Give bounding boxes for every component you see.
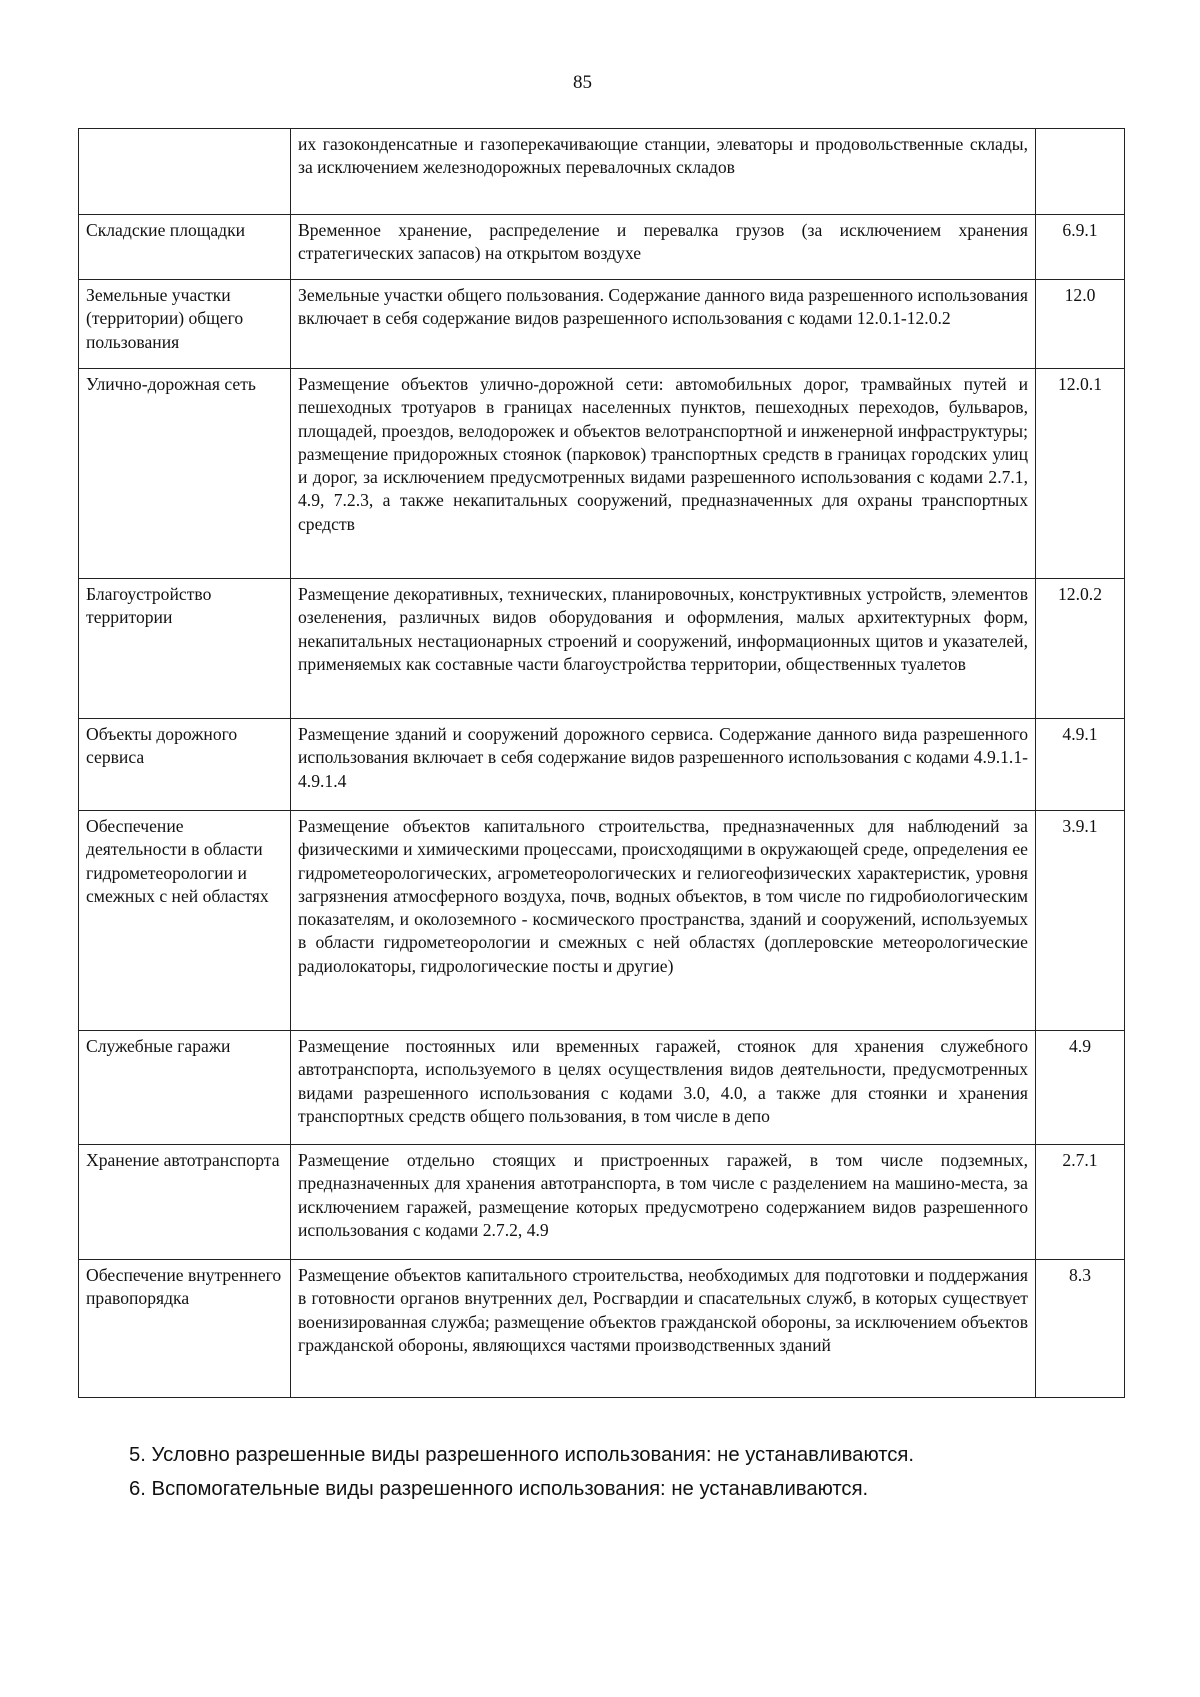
use-name-cell — [79, 129, 291, 215]
use-description-cell: Размещение декоративных, технических, планировочных, конструктивных устройств, элементов озеленения, различных видов оборудования и оформления, малых архитектурных форм, некапитальных нестационарных строений и сооружений, информационных щитов и указателей, применяемых как составные части благоустройства территории, общественных туалетов — [291, 579, 1036, 719]
use-name-cell: Благоустройство территории — [79, 579, 291, 719]
conditional-uses-paragraph: 5. Условно разрешенные виды разрешенного использования: не устанавливаются. — [129, 1444, 915, 1466]
table-row — [79, 215, 1125, 280]
table-row — [79, 1145, 1125, 1260]
use-description-cell: Размещение объектов улично-дорожной сети: автомобильных дорог, трамвайных путей и пешеходных тротуаров в границах населенных пунктов, пешеходных переходов, бульваров, площадей, проездов, велодорожек и объектов велотранспортной и инженерной инфраструктуры; размещение придорожных стоянок (парковок) транспортных средств в границах городских улиц и дорог, за исключением предусмотренных видами разрешенного использования с кодами 2.7.1, 4.9, 7.2.3, а также некапитальных сооружений, предназначенных для охраны транспортных средств — [291, 369, 1036, 579]
use-name-cell: Служебные гаражи — [79, 1031, 291, 1145]
table-row — [79, 811, 1125, 1031]
land-use-table — [78, 128, 1125, 1398]
use-description-cell: Земельные участки общего пользования. Содержание данного вида разрешенного использования включает в себя содержание видов разрешенного использования с кодами 12.0.1-12.0.2 — [291, 280, 1036, 369]
use-code-cell: 12.0.2 — [1036, 579, 1125, 719]
use-description-cell: Размещение объектов капитального строительства, предназначенных для наблюдений за физическими и химическими процессами, происходящими в окружающей среде, определения ее гидрометеорологических, агрометеорологических и гелиогеофизических характеристик, уровня загрязнения атмосферного воздуха, почв, водных объектов, в том числе по гидробиологическим показателям, и околоземного - космического пространства, зданий и сооружений, используемых в области гидрометеорологии и смежных с ней областях (доплеровские метеорологические радиолокаторы, гидрологические посты и другие) — [291, 811, 1036, 1031]
table-row — [79, 369, 1125, 579]
use-code-cell: 12.0.1 — [1036, 369, 1125, 579]
use-name-cell: Земельные участки (территории) общего пользования — [79, 280, 291, 369]
use-description-cell: Размещение зданий и сооружений дорожного сервиса. Содержание данного вида разрешенного использования включает в себя содержание видов разрешенного использования с кодами 4.9.1.1-4.9.1.4 — [291, 719, 1036, 811]
use-code-cell: 2.7.1 — [1036, 1145, 1125, 1260]
table-row — [79, 1260, 1125, 1398]
use-name-cell: Хранение автотранспорта — [79, 1145, 291, 1260]
use-code-cell — [1036, 129, 1125, 215]
table-row — [79, 280, 1125, 369]
table-row — [79, 129, 1125, 215]
use-code-cell: 4.9.1 — [1036, 719, 1125, 811]
use-name-cell: Улично-дорожная сеть — [79, 369, 291, 579]
use-name-cell: Объекты дорожного сервиса — [79, 719, 291, 811]
auxiliary-uses-paragraph: 6. Вспомогательные виды разрешенного использования: не устанавливаются. — [129, 1478, 869, 1500]
use-description-cell: Размещение отдельно стоящих и пристроенных гаражей, в том числе подземных, предназначенных для хранения автотранспорта, в том числе с разделением на машино-места, за исключением гаражей, размещение которых предусмотрено содержанием видов разрешенного использования с кодами 2.7.2, 4.9 — [291, 1145, 1036, 1260]
table-row — [79, 579, 1125, 719]
use-code-cell: 3.9.1 — [1036, 811, 1125, 1031]
use-name-cell: Обеспечение деятельности в области гидрометеорологии и смежных с ней областях — [79, 811, 291, 1031]
use-description-cell: Временное хранение, распределение и перевалка грузов (за исключением хранения стратегических запасов) на открытом воздухе — [291, 215, 1036, 280]
use-code-cell: 4.9 — [1036, 1031, 1125, 1145]
page-number: 85 — [573, 72, 592, 93]
use-code-cell: 12.0 — [1036, 280, 1125, 369]
use-name-cell: Обеспечение внутреннего правопорядка — [79, 1260, 291, 1398]
use-code-cell: 8.3 — [1036, 1260, 1125, 1398]
use-description-cell: Размещение постоянных или временных гаражей, стоянок для хранения служебного автотранспорта, используемого в целях осуществления видов деятельности, предусмотренных видами разрешенного использования с кодами 3.0, 4.0, а также для стоянки и хранения транспортных средств общего пользования, в том числе в депо — [291, 1031, 1036, 1145]
table-row — [79, 719, 1125, 811]
table-row — [79, 1031, 1125, 1145]
use-description-cell: Размещение объектов капитального строительства, необходимых для подготовки и поддержания в готовности органов внутренних дел, Росгвардии и спасательных служб, в которых существует военизированная служба; размещение объектов гражданской обороны, за исключением объектов гражданской обороны, являющихся частями производственных зданий — [291, 1260, 1036, 1398]
use-name-cell: Складские площадки — [79, 215, 291, 280]
use-code-cell: 6.9.1 — [1036, 215, 1125, 280]
use-description-cell: их газоконденсатные и газоперекачивающие станции, элеваторы и продовольственные склады, за исключением железнодорожных перевалочных складов — [291, 129, 1036, 215]
